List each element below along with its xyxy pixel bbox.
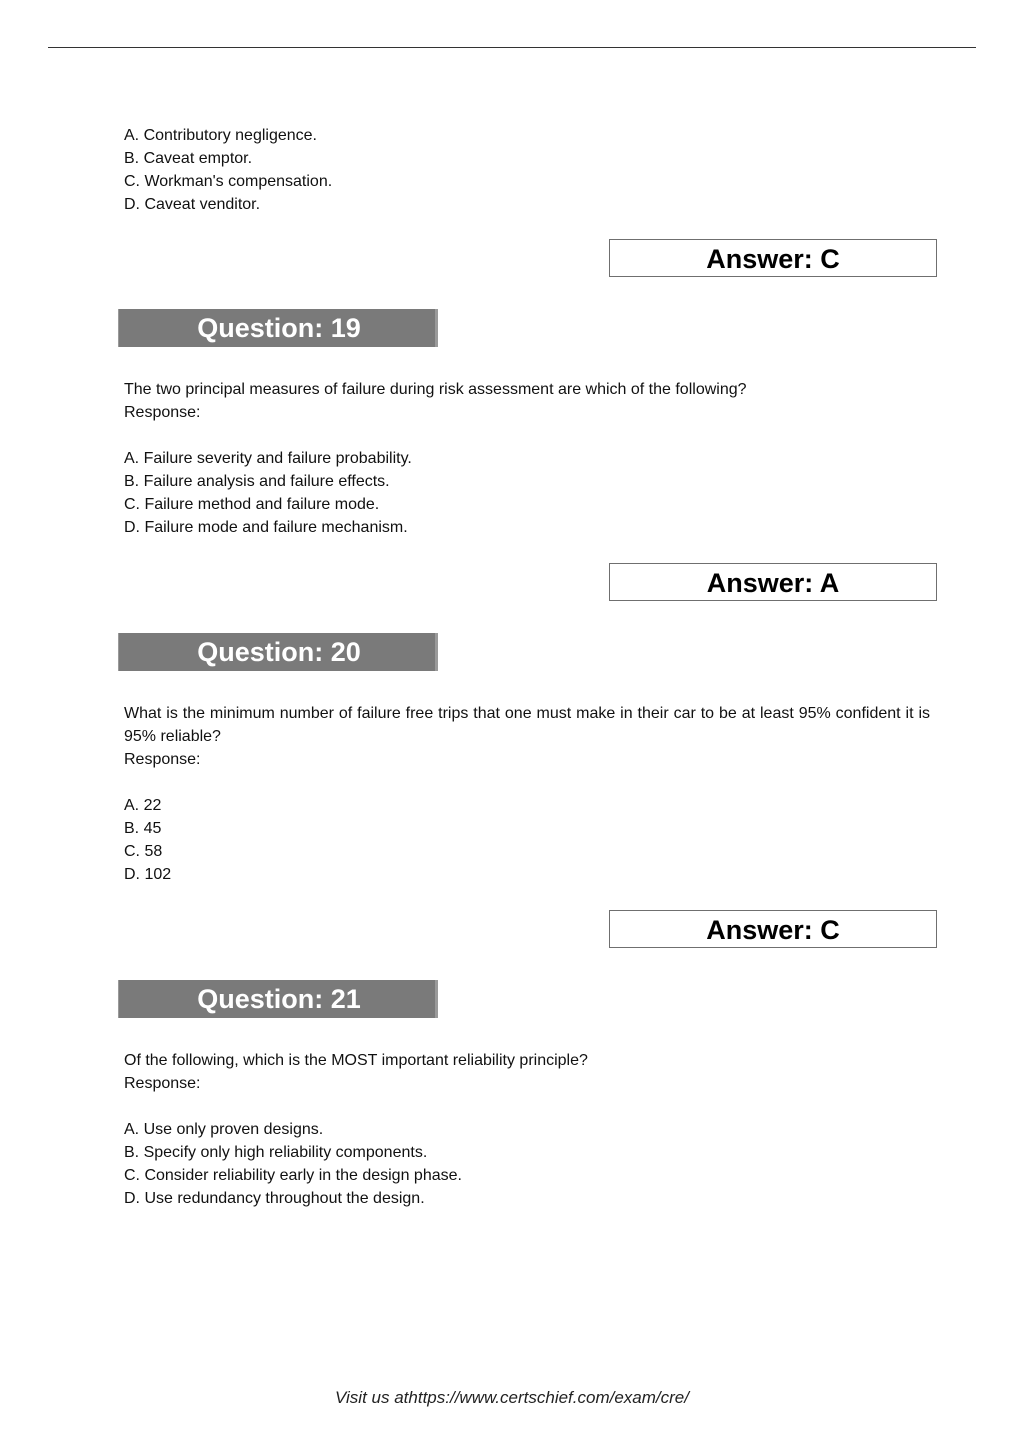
q20-question-text: What is the minimum number of failure free trips that one must make in their car to be at least 95% confident it is 95% reliable? bbox=[124, 705, 930, 745]
footer-visit-link[interactable]: Visit us athttps://www.certschief.com/exam/cre/ bbox=[335, 1388, 689, 1407]
q18-option-d: D. Caveat venditor. bbox=[124, 196, 261, 213]
q18-option-a: A. Contributory negligence. bbox=[124, 127, 317, 144]
q20-option-a: A. 22 bbox=[124, 797, 162, 814]
q21-header bbox=[118, 980, 438, 1018]
q21-option-b: B. Specify only high reliability components. bbox=[124, 1144, 428, 1161]
q21-response-label: Response: bbox=[124, 1075, 201, 1092]
q19-option-d: D. Failure mode and failure mechanism. bbox=[124, 519, 408, 536]
q21-header-label: Question: 21 bbox=[197, 984, 361, 1014]
q18-answer-box: Answer: C bbox=[609, 239, 937, 277]
q19-option-b: B. Failure analysis and failure effects. bbox=[124, 473, 390, 490]
q19-header-label: Question: 19 bbox=[197, 313, 361, 343]
q19-option-c: C. Failure method and failure mode. bbox=[124, 496, 380, 513]
q18-option-b: B. Caveat emptor. bbox=[124, 150, 253, 167]
q21-option-a: A. Use only proven designs. bbox=[124, 1121, 324, 1138]
q19-header bbox=[118, 309, 438, 347]
q19-question-text: The two principal measures of failure during risk assessment are which of the following? bbox=[124, 381, 747, 398]
q19-option-a: A. Failure severity and failure probability. bbox=[124, 450, 412, 467]
q20-option-d: D. 102 bbox=[124, 866, 172, 883]
q21-option-d: D. Use redundancy throughout the design. bbox=[124, 1190, 425, 1207]
q20-option-c: C. 58 bbox=[124, 843, 163, 860]
q20-option-b: B. 45 bbox=[124, 820, 162, 837]
q20-header-label: Question: 20 bbox=[197, 637, 361, 667]
header-rule bbox=[48, 47, 976, 48]
q20-response-label: Response: bbox=[124, 751, 201, 768]
q19-response-label: Response: bbox=[124, 404, 201, 421]
q20-answer-box: Answer: C bbox=[609, 910, 937, 948]
q21-option-c: C. Consider reliability early in the design phase. bbox=[124, 1167, 462, 1184]
q21-question-text: Of the following, which is the MOST important reliability principle? bbox=[124, 1052, 588, 1069]
q19-answer-box: Answer: A bbox=[609, 563, 937, 601]
q20-header bbox=[118, 633, 438, 671]
q18-option-c: C. Workman's compensation. bbox=[124, 173, 333, 190]
